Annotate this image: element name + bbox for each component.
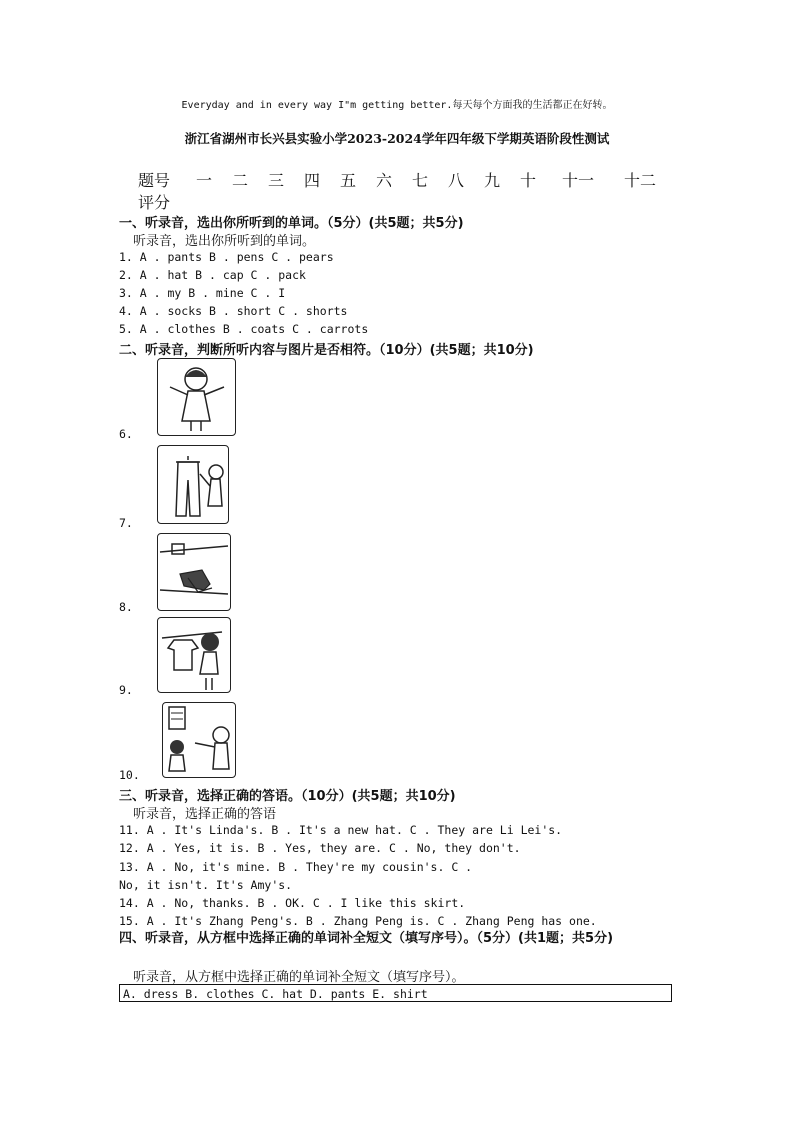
score-col-10: 十 [520, 171, 537, 190]
score-col-9: 九 [484, 171, 501, 190]
question-4: 4. A . socks B . short C . shorts [119, 304, 348, 318]
header-motto: Everyday and in every way I"m getting better.每天每个方面我的生活都正在好转。 [181, 100, 613, 111]
question-11: 11. A . It's Linda's. B . It's a new hat. C . They are Li Lei's. [119, 823, 563, 837]
section4-heading: 四、听录音，从方框中选择正确的单词补全短文（填写序号）。（5分）(共1题；共5分) [119, 931, 614, 946]
question-8-number: 8. [119, 600, 133, 614]
question-7-number: 7. [119, 516, 133, 530]
question-3: 3. A . my B . mine C . I [119, 286, 286, 300]
question-9-number: 9. [119, 683, 133, 697]
score-col-11: 十一 [562, 171, 595, 190]
picture-socks-on-line [157, 533, 231, 611]
score-col-3: 三 [268, 171, 285, 190]
section1-instruction: 听录音，选出你所听到的单词。 [133, 234, 316, 249]
question-10-number: 10. [119, 768, 140, 782]
score-col-12: 十二 [624, 171, 657, 190]
word-choice-box: A. dress B. clothes C. hat D. pants E. shirt [119, 984, 672, 1002]
picture-girl-in-dress [157, 358, 236, 436]
score-col-6: 六 [376, 171, 393, 190]
picture-boy-with-pants [157, 445, 229, 524]
section4-instruction: 听录音，从方框中选择正确的单词补全短文（填写序号）。 [133, 970, 465, 985]
score-row-label: 评分 [138, 193, 171, 212]
score-table-header-label: 题号 [138, 171, 171, 190]
question-6-number: 6. [119, 427, 133, 441]
question-12: 12. A . Yes, it is. B . Yes, they are. C . No, they don't. [119, 841, 521, 855]
score-col-7: 七 [412, 171, 429, 190]
question-15: 15. A . It's Zhang Peng's. B . Zhang Peng is. C . Zhang Peng has one. [119, 914, 597, 928]
score-col-2: 二 [232, 171, 249, 190]
question-1: 1. A . pants B . pens C . pears [119, 250, 334, 264]
section3-heading: 三、听录音，选择正确的答语。（10分）(共5题；共10分) [119, 789, 456, 804]
score-col-1: 一 [196, 171, 213, 190]
section3-instruction: 听录音，选择正确的答语 [133, 807, 277, 822]
score-col-5: 五 [340, 171, 357, 190]
section1-heading: 一、听录音，选出你所听到的单词。（5分）(共5题；共5分) [119, 216, 464, 231]
question-14: 14. A . No, thanks. B . OK. C . I like this skirt. [119, 896, 466, 910]
question-13-continued: No, it isn't. It's Amy's. [119, 878, 293, 892]
picture-girl-with-shirt [157, 617, 231, 693]
score-col-4: 四 [304, 171, 321, 190]
question-5: 5. A . clothes B . coats C . carrots [119, 322, 369, 336]
page-title: 浙江省湖州市长兴县实验小学2023-2024学年四年级下学期英语阶段性测试 [184, 131, 610, 146]
section2-heading: 二、听录音，判断所听内容与图片是否相符。（10分）(共5题；共10分) [119, 343, 534, 358]
question-2: 2. A . hat B . cap C . pack [119, 268, 306, 282]
picture-two-kids-pointing [162, 702, 236, 778]
question-13: 13. A . No, it's mine. B . They're my cousin's. C . [119, 860, 473, 874]
score-col-8: 八 [448, 171, 465, 190]
